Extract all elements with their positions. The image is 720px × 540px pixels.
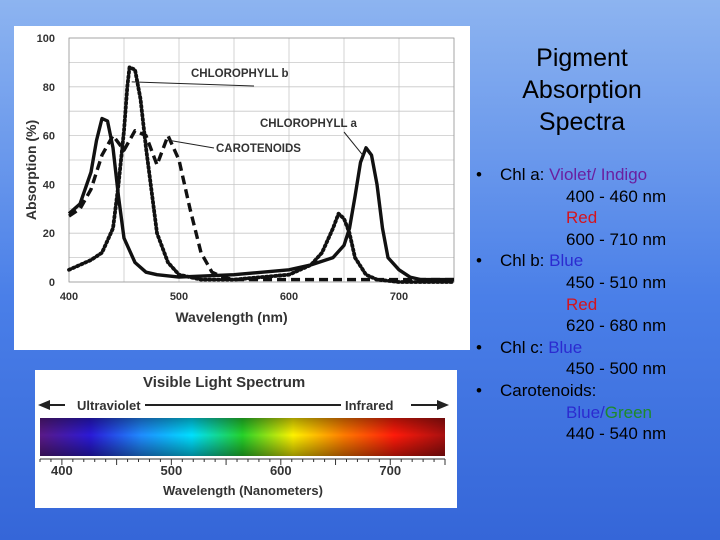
y-axis-label: Absorption (%) xyxy=(23,119,39,221)
y-tick-label: 0 xyxy=(48,277,55,289)
annotation-leader xyxy=(170,140,214,148)
wavelength-range: 450 - 510 nm xyxy=(566,272,667,292)
wavelength-range: 450 - 500 nm xyxy=(566,359,667,379)
color-word: Green xyxy=(604,402,653,422)
x-tick-label: 400 xyxy=(59,291,79,303)
pigment-name: Chl c: xyxy=(500,337,549,357)
annotation-label: CAROTENOIDS xyxy=(216,143,301,155)
x-tick-label: 500 xyxy=(169,291,189,303)
title-line: Pigment xyxy=(536,44,628,72)
bullet-icon: • xyxy=(476,380,482,400)
visible-light-spectrum-panel xyxy=(35,370,457,508)
color-range-label: Red xyxy=(566,294,598,314)
spectrum-tick-label: 500 xyxy=(160,463,183,478)
color-range-label: Blue xyxy=(548,337,583,357)
color-word: Blue xyxy=(566,402,601,422)
arrow-left-icon xyxy=(38,400,50,410)
title-line: Spectra xyxy=(538,108,626,136)
color-range-label: Red xyxy=(566,208,598,228)
absorption-chart xyxy=(14,26,470,350)
spectrum-tick-label: 700 xyxy=(379,463,402,478)
pigment-name: Chl b: xyxy=(500,251,550,271)
x-tick-label: 600 xyxy=(279,291,299,303)
color-range-label: Blue xyxy=(549,251,584,271)
pigment-notes-list xyxy=(474,164,714,445)
visible-light-spectrum-svg xyxy=(35,370,457,508)
pigment-note-item xyxy=(474,337,714,380)
x-tick-label: 700 xyxy=(389,291,409,303)
pigment-name: Chl a: xyxy=(500,165,550,184)
color-range-label: Violet/ Indigo xyxy=(549,165,648,184)
annotation-leader xyxy=(132,82,254,86)
y-tick-label: 20 xyxy=(42,228,55,241)
wavelength-range: 400 - 460 nm xyxy=(566,186,667,206)
y-tick-label: 80 xyxy=(42,81,55,94)
y-tick-label: 60 xyxy=(42,130,55,143)
separator: / xyxy=(600,402,605,422)
spectrum-axis-label: Wavelength (Nanometers) xyxy=(163,483,323,498)
title-line: Absorption xyxy=(522,76,642,104)
spectrum-tick-label: 400 xyxy=(51,463,73,478)
wavelength-range: 440 - 540 nm xyxy=(566,424,667,444)
bullet-icon: • xyxy=(476,165,482,184)
infrared-label: Infrared xyxy=(345,398,394,413)
absorption-chart-svg xyxy=(14,26,470,350)
wavelength-range: 600 - 710 nm xyxy=(566,229,667,249)
series-line-chlorophyll-b xyxy=(69,67,454,282)
y-tick-label: 100 xyxy=(36,33,55,45)
slide-title xyxy=(484,42,680,138)
spectrum-title: Visible Light Spectrum xyxy=(143,374,306,391)
bullet-icon: • xyxy=(476,251,482,271)
arrow-right-icon xyxy=(437,400,449,410)
x-axis-label: Wavelength (nm) xyxy=(175,309,288,325)
ultraviolet-label: Ultraviolet xyxy=(77,398,141,413)
annotation-label: CHLOROPHYLL b xyxy=(191,68,289,80)
bullet-icon: • xyxy=(476,337,482,357)
spectrum-tick-label: 600 xyxy=(269,463,292,478)
pigment-note-item xyxy=(474,250,714,336)
annotation-label: CHLOROPHYLL a xyxy=(260,118,357,130)
wavelength-range: 620 - 680 nm xyxy=(566,316,667,336)
color-range-label xyxy=(500,402,714,424)
color-spectrum-shade xyxy=(40,418,445,456)
pigment-name: Carotenoids: xyxy=(500,380,597,400)
pigment-note-item xyxy=(474,164,714,250)
pigment-note-item xyxy=(474,380,714,445)
y-tick-label: 40 xyxy=(42,179,55,192)
